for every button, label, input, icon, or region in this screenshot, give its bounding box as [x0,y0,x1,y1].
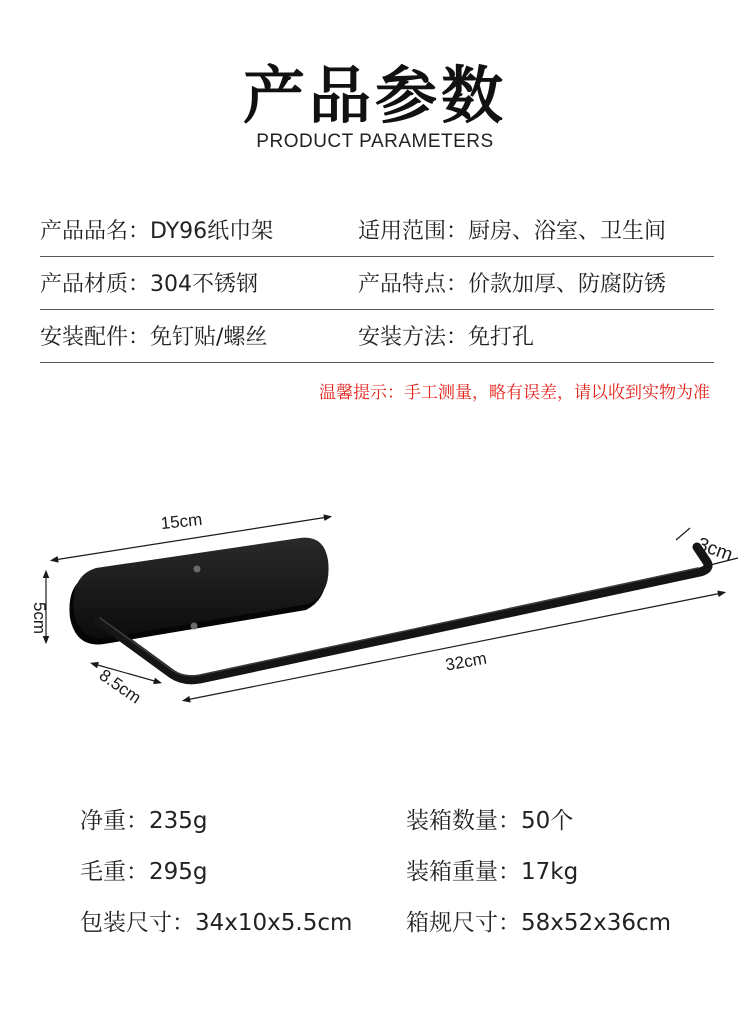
screw-hole [191,623,198,630]
spec-features: 产品特点：价款加厚、防腐防锈 [358,272,667,297]
height-dimension-label: 5cm [30,601,49,635]
width-dimension-label: 15cm [159,509,204,534]
depth-dimension-label: 8.5cm [95,665,145,708]
packing-row [80,853,720,904]
spec-application: 适用范围：厨房、浴室、卫生间 [358,219,667,244]
packing-row [80,904,720,955]
hook-dimension-label: 3cm [694,533,736,566]
packing-row [80,802,720,853]
spec-row [40,310,714,363]
carton-size: 箱规尺寸：58x52x36cm [406,910,672,936]
spec-install-method: 安装方法：免打孔 [358,325,535,350]
spec-material: 产品材质：304不锈钢 [40,272,258,297]
spec-table [40,204,714,363]
page-subtitle: PRODUCT PARAMETERS [256,131,494,152]
spec-accessories: 安装配件：免钉贴/螺丝 [40,325,268,350]
gross-weight: 毛重：295g [80,859,208,885]
page-title: 产品参数 [242,59,507,132]
measurement-notice: 温馨提示：手工测量，略有误差，请以收到实物为准 [319,383,710,403]
spec-row [40,257,714,310]
spec-product-name: 产品品名：DY96纸巾架 [40,219,274,244]
hook-dimension-line [676,528,690,540]
product-dimension-diagram [0,490,750,730]
net-weight: 净重：235g [80,808,208,834]
length-dimension-label: 32cm [443,648,489,675]
packing-info [80,802,720,955]
spec-row [40,204,714,257]
box-weight: 装箱重量：17kg [406,859,579,885]
screw-hole [194,566,201,573]
package-size: 包装尺寸：34x10x5.5cm [80,910,353,936]
box-quantity: 装箱数量：50个 [406,808,574,834]
